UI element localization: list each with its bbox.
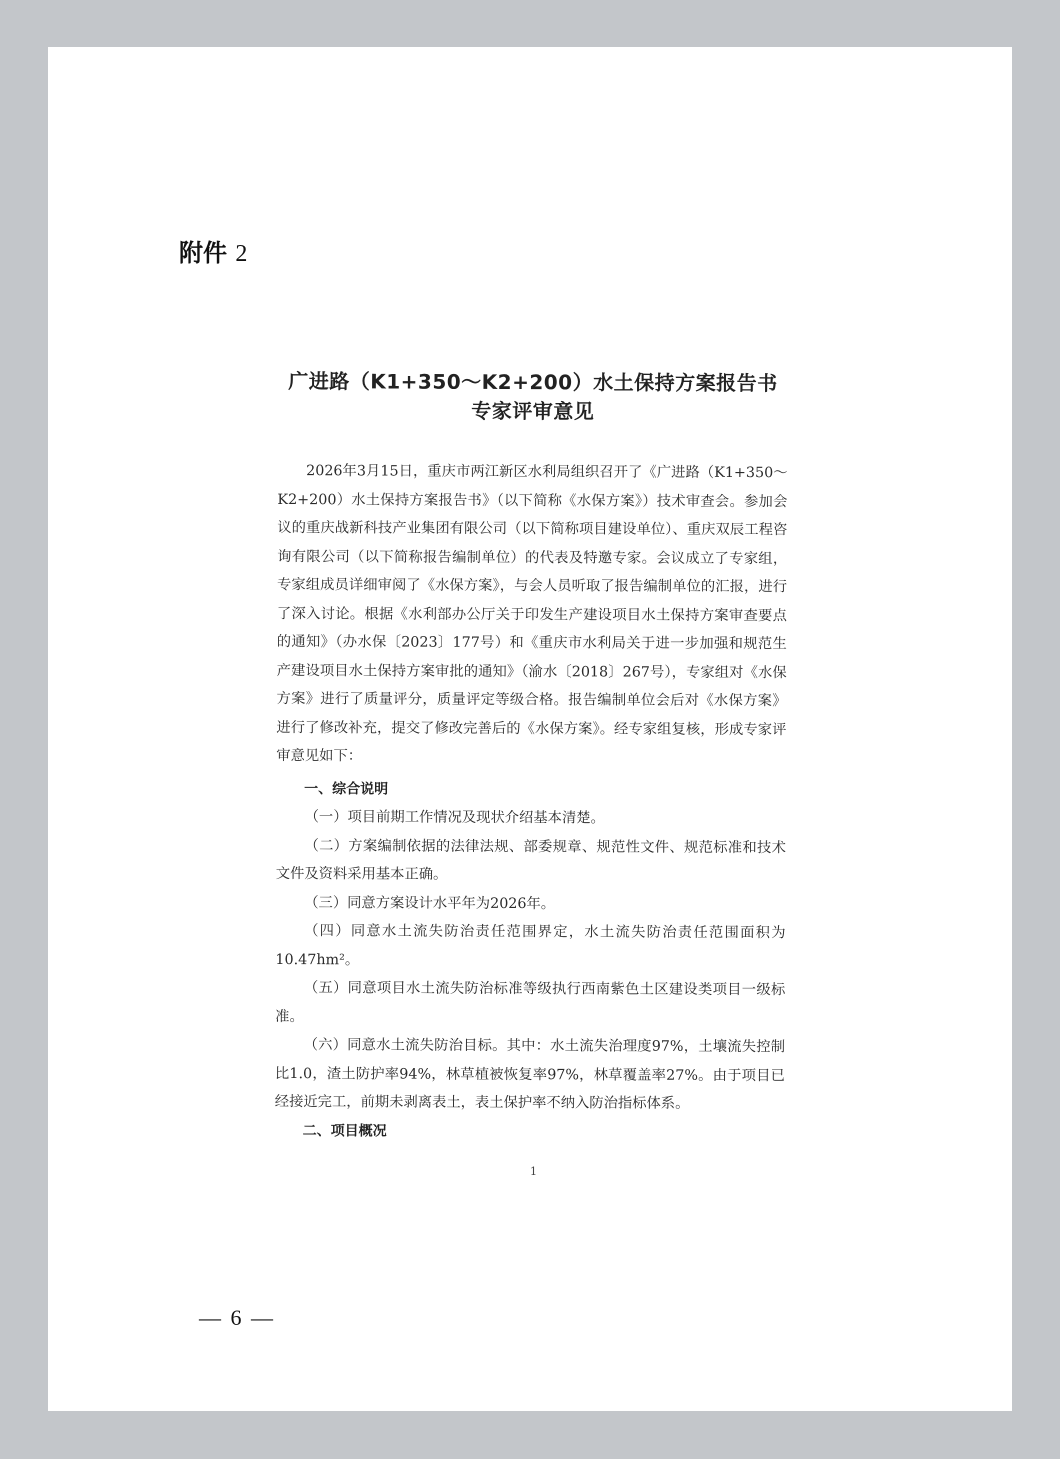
attachment-label-text: 附件 [179, 239, 227, 267]
intro-paragraph: 2026年3月15日，重庆市两江新区水利局组织召开了《广进路（K1+350～K2+200）水土保持方案报告书》（以下简称《水保方案》）技术审查会。参加会议的重庆战新科技产业集团有限公司（以下简称项目建设单位）、重庆双辰工程咨询有限公司（以下简称报告编制单位）的代表及特邀专家。会议成立了专家组，专家组成员详细审阅了《水保方案》，与会人员听取了报告编制单位的汇报，进行了深入讨论。根据《水利部办公厅关于印发生产建设项目水土保持方案审查要点的通知》（办水保〔2023〕177号）和《重庆市水利局关于进一步加强和规范生产建设项目水土保持方案审批的通知》（渝水〔2018〕267号），专家组对《水保方案》进行了质量评分，质量评定等级合格。报告编制单位会后对《水保方案》进行了修改补充，提交了修改完善后的《水保方案》。经专家组复核，形成专家评审意见如下： [276, 463, 788, 765]
list-item: （六）同意水土流失防治目标。其中：水土流失治理度97%，土壤流失控制比1.0，渣土防护率94%，林草植被恢复率97%，林草覆盖率27%。由于项目已经接近完工，前期未剥离表土，表土保护率不纳入防治指标体系。 [274, 1037, 786, 1112]
list-item: （三）同意方案设计水平年为2026年。 [304, 894, 556, 912]
section-heading-2: 二、项目概况 [302, 1122, 387, 1139]
section-heading-1: 一、综合说明 [304, 780, 389, 797]
document-body [275, 457, 788, 1147]
inner-page-number: 1 [530, 1165, 537, 1178]
footer-page-number: — 6 — [199, 1305, 275, 1330]
list-item: （四）同意水土流失防治责任范围界定，水土流失防治责任范围面积为10.47hm²。 [275, 923, 786, 968]
document-page [48, 47, 1012, 1411]
document-title [278, 367, 788, 427]
attachment-label [179, 233, 247, 268]
scanned-content [275, 367, 788, 1147]
list-item: （二）方案编制依据的法律法规、部委规章、规范性文件、规范标准和技术文件及资料采用基本正确。 [275, 837, 786, 883]
list-item: （五）同意项目水土流失防治标准等级执行西南紫色土区建设类项目一级标准。 [275, 980, 786, 1025]
list-item: （一）项目前期工作情况及现状介绍基本清楚。 [304, 809, 605, 827]
title-line-2: 专家评审意见 [471, 398, 595, 424]
attachment-number: 2 [235, 241, 248, 267]
title-line-1: 广进路（K1+350～K2+200）水土保持方案报告书 [288, 369, 778, 396]
